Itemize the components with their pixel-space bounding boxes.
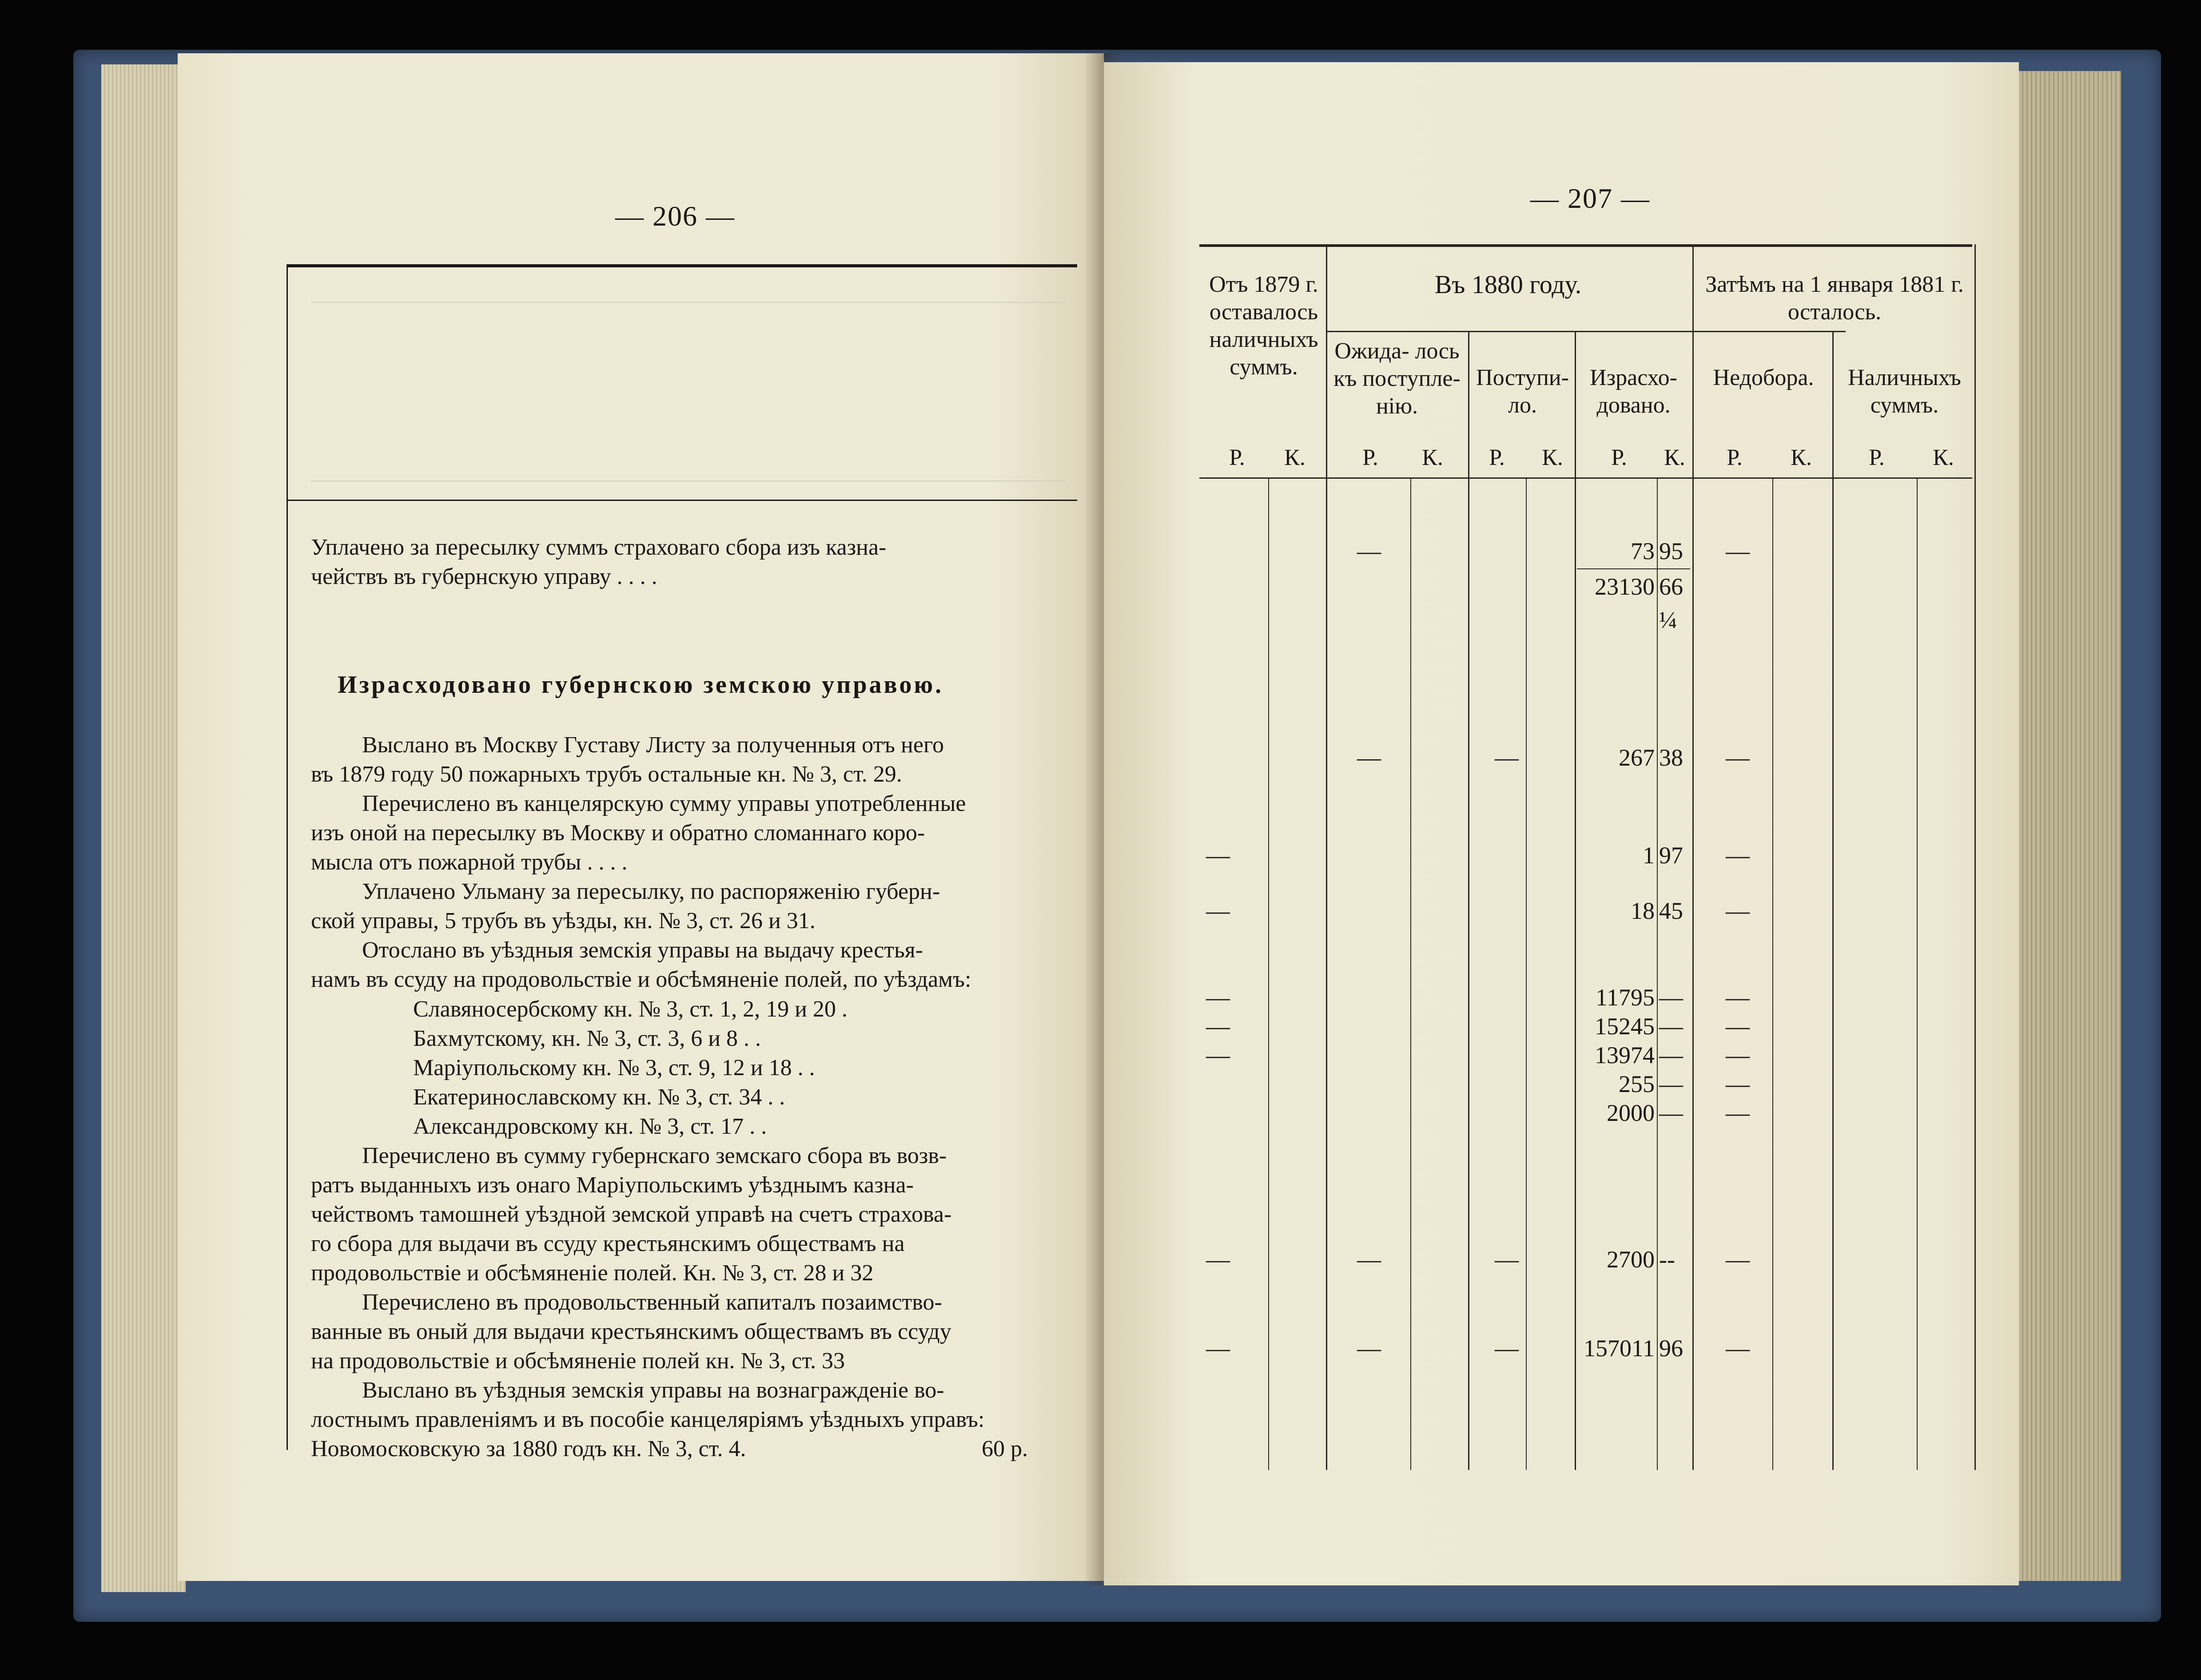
unit-label: Р. xyxy=(1489,445,1505,470)
spent-rubles: 11795 xyxy=(1596,984,1655,1011)
section-heading: Израсходовано губернскою земскою управою. xyxy=(338,671,944,699)
spent-kopecks-total: 96 xyxy=(1659,1335,1683,1362)
spent-rubles: 2700 xyxy=(1607,1246,1655,1273)
kop-divider xyxy=(1268,477,1269,1470)
paragraph-block-tail: Перечислено въ сумму губернскаго земскаго сбора въ возв- ратъ выданныхъ изъ онаго Маріупольскимъ уѣзднымъ казна- чействомъ тамошней уѣздной земской управѣ на счетъ страхова- го сбора для выдачи въ ссуду крестьянскимъ обществамъ на продовольствіе и обсѣмяненіе полей. Кн. № 3, ст. 28 и 32 Перечислено въ продовольственный капиталъ позаимство- ванные въ оный для выдачи крестьянскимъ обществамъ въ ссуду на продовольствіе и обсѣмяненіе полей кн. № 3, ст. 33 Выслано въ уѣздныя земскія управы на вознагражденіе во- лостнымъ правленіямъ и въ пособіе канцеляріямъ уѣздныхъ управъ: Новомосковскую за 1880 годъ кн. № 3, ст. 4. xyxy=(311,1143,985,1462)
spent-kopecks: 45 xyxy=(1659,898,1683,924)
header-bottom-rule xyxy=(1199,477,1972,479)
header-expected: Ожида- лось къ поступле- нію. xyxy=(1333,338,1461,419)
unit-label: Р. xyxy=(1362,445,1378,470)
table-top-rule xyxy=(1199,244,1972,247)
spent-kopecks: 38 xyxy=(1659,744,1683,771)
unit-label: К. xyxy=(1664,445,1685,470)
header-received: Поступи- ло. xyxy=(1476,365,1569,418)
spent-rubles: 23130 xyxy=(1595,573,1655,600)
unit-label: Р. xyxy=(1869,445,1885,470)
kop-divider xyxy=(1657,477,1658,1470)
kop-divider xyxy=(1772,477,1773,1470)
empty-dash: — xyxy=(1726,984,1750,1011)
paragraph-block-main: Выслано въ Москву Густаву Листу за полученныя отъ него въ 1879 году 50 пожарныхъ трубъ остальные кн. № 3, ст. 29. Перечислено въ канцелярскую сумму управы употребленные изъ оной на пересылку въ Москву и обратно сломаннаго коро- мысла отъ пожарной трубы . . . . Уплачено Ульману за пересылку, по распоряженію губерн- ской управы, 5 трубъ въ уѣзды, кн. № 3, ст. 26 и 31. Отослано въ уѣздныя земскія управы на выдачу крестья- намъ въ ссуду на продовольствіе и обсѣмяненіе полей, по уѣздамъ: xyxy=(311,732,971,992)
unit-label: К. xyxy=(1284,445,1305,470)
empty-dash: — xyxy=(1495,1335,1519,1362)
spent-kopecks: — xyxy=(1659,1042,1683,1068)
header-cash: Наличныхъ суммъ. xyxy=(1848,365,1961,418)
page-edges-left xyxy=(101,64,186,1592)
kop-divider xyxy=(1917,477,1918,1470)
kop-divider xyxy=(1526,477,1527,1470)
spent-kopecks: 95 xyxy=(1659,538,1683,564)
empty-dash: — xyxy=(1726,842,1750,869)
empty-dash: — xyxy=(1495,744,1519,771)
header-shortfall: Недобора. xyxy=(1713,365,1814,390)
col-divider-1 xyxy=(1326,244,1327,1470)
left-page xyxy=(178,53,1104,1581)
kop-divider xyxy=(1410,477,1411,1470)
left-margin-rule xyxy=(287,264,288,1450)
table-bottom-rule xyxy=(287,500,1077,501)
empty-dash: — xyxy=(1206,1246,1230,1273)
empty-dash: — xyxy=(1357,538,1381,564)
spent-kopecks: 66 xyxy=(1659,573,1683,600)
header-group-1881: Затѣмъ на 1 января 1881 г. осталось. xyxy=(1705,272,1964,325)
page-number: — 206 — xyxy=(615,200,735,232)
spent-rubles-total: 157011 xyxy=(1584,1335,1655,1362)
empty-dash: — xyxy=(1206,984,1230,1011)
empty-dash: — xyxy=(1726,898,1750,924)
spent-rubles: 267 xyxy=(1619,744,1655,771)
empty-dash: — xyxy=(1357,1246,1381,1273)
unit-label: Р. xyxy=(1229,445,1245,470)
unit-label: Р. xyxy=(1727,445,1743,470)
col-divider-2 xyxy=(1468,331,1469,1470)
subheader-rule xyxy=(1326,331,1846,332)
empty-dash: — xyxy=(1726,1042,1750,1068)
table-top-rule xyxy=(287,264,1077,267)
empty-dash: — xyxy=(1726,1100,1750,1126)
page-edges-right xyxy=(2010,71,2121,1581)
spent-kopecks: — xyxy=(1659,984,1683,1011)
spent-kopecks: — xyxy=(1659,1071,1683,1097)
spent-rubles: 73 xyxy=(1631,538,1655,564)
empty-dash: — xyxy=(1357,744,1381,771)
spent-rubles: 13974 xyxy=(1595,1042,1655,1068)
right-page xyxy=(1104,62,2019,1585)
header-col-1879: Отъ 1879 г. оставалось наличныхъ суммъ. xyxy=(1209,272,1318,380)
empty-dash: — xyxy=(1726,1335,1750,1362)
empty-dash: — xyxy=(1726,744,1750,771)
empty-dash: — xyxy=(1357,1335,1381,1362)
empty-dash: — xyxy=(1206,1335,1230,1362)
spent-rubles: 255 xyxy=(1619,1071,1655,1097)
empty-dash: — xyxy=(1726,1013,1750,1040)
header-group-1880: Въ 1880 году. xyxy=(1434,270,1582,299)
col-divider-3 xyxy=(1575,331,1576,1470)
header-spent: Израсхо- довано. xyxy=(1590,365,1677,418)
unit-label: К. xyxy=(1542,445,1563,470)
amount-60: 60 р. xyxy=(982,1436,1028,1462)
empty-dash: — xyxy=(1206,898,1230,924)
empty-dash: — xyxy=(1726,1246,1750,1273)
empty-dash: — xyxy=(1206,1042,1230,1068)
unit-label: К. xyxy=(1933,445,1954,470)
spent-kopecks: — xyxy=(1659,1013,1683,1040)
spent-rubles: 2000 xyxy=(1607,1100,1655,1126)
empty-dash: — xyxy=(1495,1246,1519,1273)
unit-label: К. xyxy=(1791,445,1812,470)
empty-dash: — xyxy=(1726,538,1750,564)
spent-rubles: 15245 xyxy=(1595,1013,1655,1040)
bleed-through-header xyxy=(311,302,1066,481)
empty-dash: — xyxy=(1726,1071,1750,1097)
empty-dash: — xyxy=(1206,1013,1230,1040)
unit-label: Р. xyxy=(1611,445,1627,470)
unit-label: К. xyxy=(1422,445,1443,470)
spent-fraction: ¼ xyxy=(1659,607,1677,633)
paragraph-postage: Уплачено за пересылку суммъ страховаго сбора изъ казна- чействъ въ губернскую управу . . . . xyxy=(311,535,887,589)
col-divider-4 xyxy=(1692,244,1694,1470)
spent-kopecks: -- xyxy=(1659,1246,1675,1273)
district-list: Славяносербскому кн. № 3, ст. 1, 2, 19 и 20 . Бахмутскому, кн. № 3, ст. 3, 6 и 8 . . Маріупольскому кн. № 3, ст. 9, 12 и 18 . . Екатеринославскому кн. № 3, ст. 34 . . Александровскому кн. № 3, ст. 17 . . xyxy=(413,997,848,1139)
col-divider-5 xyxy=(1832,331,1834,1470)
spent-kopecks: — xyxy=(1659,1100,1683,1126)
spent-rubles: 1 xyxy=(1643,842,1655,869)
empty-dash: — xyxy=(1206,842,1230,869)
spent-kopecks: 97 xyxy=(1659,842,1683,869)
page-number: — 207 — xyxy=(1530,183,1650,214)
cell-rule xyxy=(1577,568,1690,569)
spent-rubles: 18 xyxy=(1631,898,1655,924)
col-divider-6 xyxy=(1974,244,1976,1470)
